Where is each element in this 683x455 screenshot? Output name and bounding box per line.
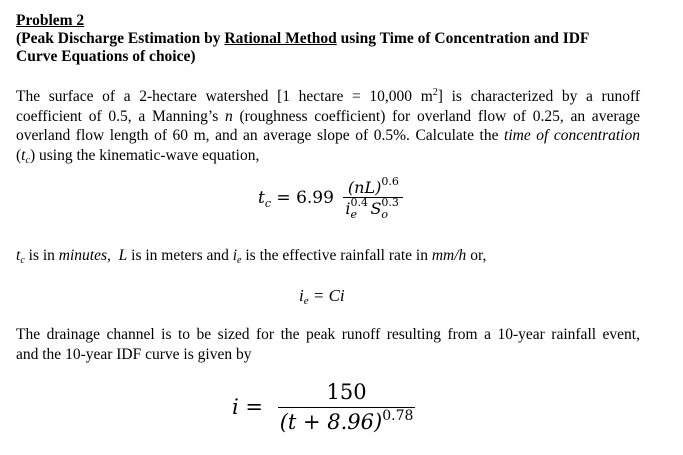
problem-subtitle-line2: Curve Equations of choice) [16, 48, 196, 65]
effective-rainfall-equation: $i_e = Ci$ [299, 286, 345, 307]
idf-curve-equation: i = $\frac{150}{(t + 8.96)^{0.78}}$ [232, 380, 414, 434]
kinematic-wave-equation: $t_c = 6.99$ (nL)$^{0.6}$ i 0.4 e S 0.3 o [258, 178, 403, 218]
kinematic-wave-fraction: (nL)$^{0.6}$ i 0.4 e S 0.3 o [343, 178, 403, 218]
rational-method-term: Rational Method [224, 30, 337, 47]
drainage-paragraph [16, 325, 640, 364]
idf-fraction: $\frac{150}{(t + 8.96)^{0.78}}$ [279, 380, 414, 434]
problem-title: Problem 2 [16, 12, 85, 29]
para1-line3: overland flow length of 60 m, and an average slope of 0.5%. Calculate the time of concentration [16, 127, 640, 144]
para3-line1: The drainage channel is to be sized for the peak runoff resulting from a 10-year rainfall event, [16, 326, 640, 343]
para3-line2: and the 10-year IDF curve is given by [16, 345, 252, 363]
para1-line2: coefficient of 0.5, a Manning’s n (roughness coefficient) for overland flow of 0.25, an average [16, 107, 640, 125]
para1-line1: The surface of a 2-hectare watershed [1 hectare = 10,000 $m^2$] is characterized by a runoff [16, 87, 641, 105]
problem-heading [16, 12, 666, 66]
problem-subtitle-line1: (Peak Discharge Estimation by Rational Method using Time of Concentration and IDF [16, 30, 590, 47]
watershed-paragraph [16, 87, 640, 165]
units-paragraph: $t_c$ is in minutes, L is in meters and $i_e$ is the effective rainfall rate in mm/h or, [16, 247, 487, 266]
para1-line4: $(t_c)$ using the kinematic-wave equation, [16, 146, 260, 166]
